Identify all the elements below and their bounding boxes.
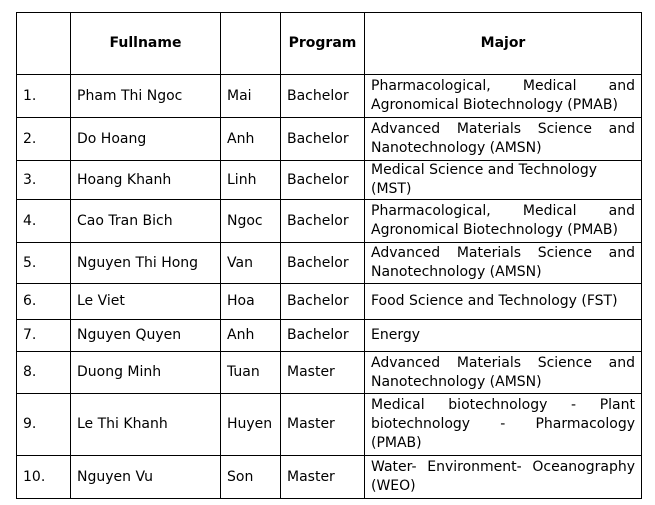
row-program: Bachelor: [281, 200, 365, 243]
table-row: [17, 284, 642, 320]
row-major: Food Science and Technology (FST): [365, 284, 642, 320]
table-row: [17, 200, 642, 243]
row-major: Advanced Materials Science and Nanotechnology (AMSN): [365, 243, 642, 284]
table-row: [17, 352, 642, 394]
row-major: Advanced Materials Science and Nanotechnology (AMSN): [365, 352, 642, 394]
row-number: 7.: [17, 320, 71, 352]
row-number: 3.: [17, 161, 71, 200]
row-given-name: Ngoc: [221, 200, 281, 243]
row-program: Bachelor: [281, 75, 365, 118]
row-major: Advanced Materials Science and Nanotechnology (AMSN): [365, 118, 642, 161]
header-program: Program: [281, 13, 365, 75]
row-program: Bachelor: [281, 161, 365, 200]
header-major: Major: [365, 13, 642, 75]
header-number: [17, 13, 71, 75]
row-number: 5.: [17, 243, 71, 284]
row-program: Bachelor: [281, 243, 365, 284]
row-fullname: Nguyen Quyen: [71, 320, 221, 352]
row-program: Bachelor: [281, 284, 365, 320]
row-program: Master: [281, 394, 365, 456]
row-number: 1.: [17, 75, 71, 118]
row-fullname: Cao Tran Bich: [71, 200, 221, 243]
table-row: [17, 161, 642, 200]
row-fullname: Le Thi Khanh: [71, 394, 221, 456]
table-row: [17, 243, 642, 284]
row-given-name: Anh: [221, 320, 281, 352]
row-program: Bachelor: [281, 320, 365, 352]
row-fullname: Do Hoang: [71, 118, 221, 161]
row-major: Energy: [365, 320, 642, 352]
row-given-name: Mai: [221, 75, 281, 118]
row-program: Master: [281, 352, 365, 394]
table-row: [17, 320, 642, 352]
table-row: [17, 456, 642, 499]
row-major: Pharmacological, Medical and Agronomical Biotechnology (PMAB): [365, 75, 642, 118]
row-fullname: Duong Minh: [71, 352, 221, 394]
row-given-name: Huyen: [221, 394, 281, 456]
row-number: 10.: [17, 456, 71, 499]
row-major: Water- Environment- Oceanography (WEO): [365, 456, 642, 499]
table-row: [17, 394, 642, 456]
row-number: 8.: [17, 352, 71, 394]
students-table: [16, 12, 642, 499]
row-program: Master: [281, 456, 365, 499]
row-fullname: Nguyen Thi Hong: [71, 243, 221, 284]
row-number: 9.: [17, 394, 71, 456]
row-given-name: Son: [221, 456, 281, 499]
row-major: Pharmacological, Medical and Agronomical Biotechnology (PMAB): [365, 200, 642, 243]
row-number: 6.: [17, 284, 71, 320]
table-row: [17, 75, 642, 118]
header-fullname: Fullname: [71, 13, 221, 75]
row-major: Medical Science and Technology (MST): [365, 161, 642, 200]
header-row: [17, 13, 642, 75]
row-given-name: Linh: [221, 161, 281, 200]
row-number: 4.: [17, 200, 71, 243]
row-major: Medical biotechnology - Plant biotechnology - Pharmacology (PMAB): [365, 394, 642, 456]
row-fullname: Pham Thi Ngoc: [71, 75, 221, 118]
table-row: [17, 118, 642, 161]
row-fullname: Nguyen Vu: [71, 456, 221, 499]
header-given-name: [221, 13, 281, 75]
row-given-name: Anh: [221, 118, 281, 161]
row-fullname: Hoang Khanh: [71, 161, 221, 200]
row-number: 2.: [17, 118, 71, 161]
row-program: Bachelor: [281, 118, 365, 161]
row-given-name: Hoa: [221, 284, 281, 320]
row-given-name: Tuan: [221, 352, 281, 394]
row-given-name: Van: [221, 243, 281, 284]
row-fullname: Le Viet: [71, 284, 221, 320]
